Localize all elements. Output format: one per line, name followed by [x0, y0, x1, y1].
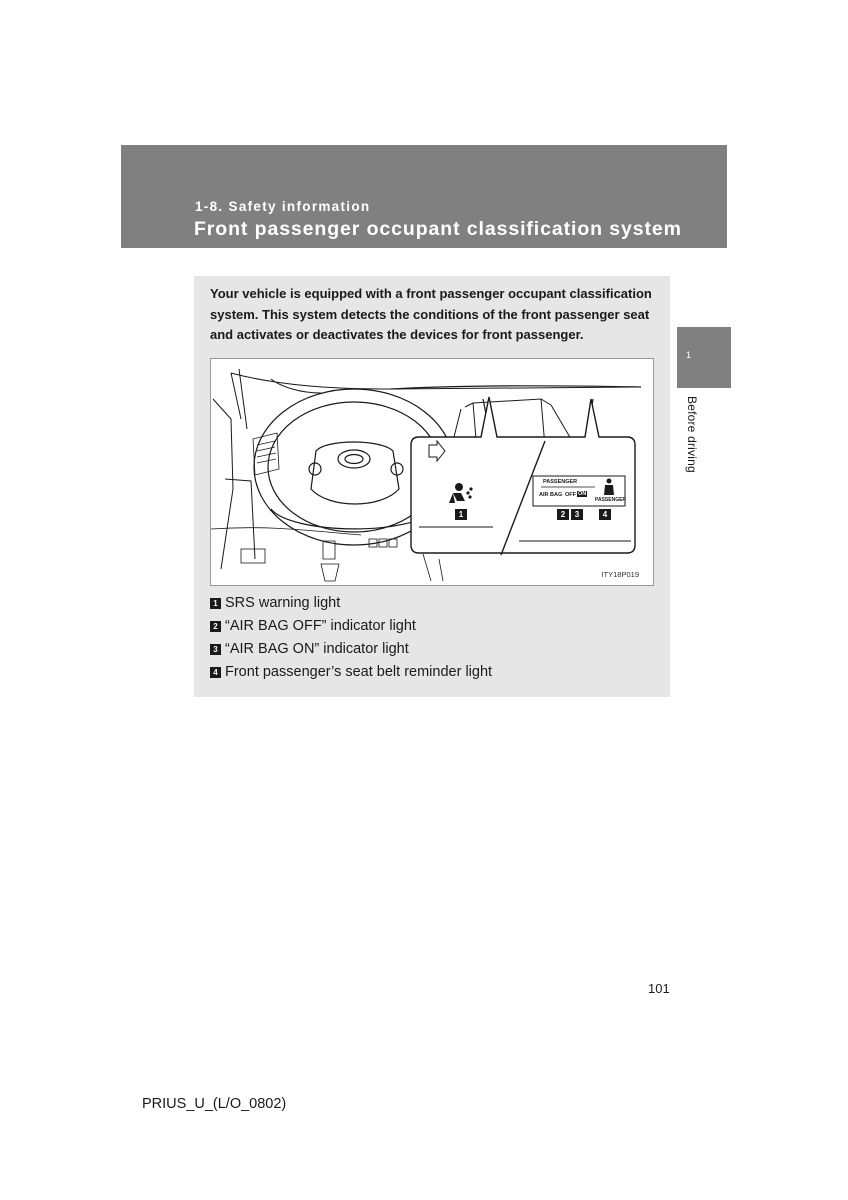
section-header: [121, 145, 727, 248]
panel-airbag-label: AIR BAG: [539, 492, 563, 498]
info-box: [194, 276, 670, 697]
legend-number: 1: [210, 598, 221, 609]
panel-passenger-label: PASSENGER: [543, 479, 578, 485]
callout-4-label: 4: [602, 510, 608, 519]
panel-belt-label: PASSENGER: [595, 497, 627, 503]
chapter-tab[interactable]: [677, 327, 731, 388]
chapter-tab-number: 1: [686, 350, 692, 360]
legend-list: [210, 592, 492, 684]
legend-label: SRS warning light: [225, 595, 341, 611]
figure-code: ITY18P019: [601, 570, 639, 579]
page-title: Front passenger occupant classification system: [194, 218, 682, 240]
callout-1-label: 1: [458, 510, 464, 519]
legend-number: 3: [210, 644, 221, 655]
panel-on-label: ON: [578, 491, 587, 497]
legend-number: 4: [210, 667, 221, 678]
legend-label: Front passenger’s seat belt reminder light: [225, 664, 493, 680]
indicator-inset: [411, 397, 635, 555]
panel-off-label: OFF: [565, 492, 576, 498]
callout-2-label: 2: [560, 510, 566, 519]
legend-item: [210, 615, 492, 638]
chapter-tab-label: Before driving: [685, 396, 699, 473]
intro-text: Your vehicle is equipped with a front passenger occupant classification system. This system detects the conditions of the front passenger seat and activates or deactivates the devices for front passenger.: [210, 286, 652, 342]
dashboard-illustration: [210, 358, 654, 586]
legend-number: 2: [210, 621, 221, 632]
footer-code: PRIUS_U_(L/O_0802): [142, 1096, 287, 1112]
legend-item: [210, 592, 492, 615]
page-number: 101: [648, 981, 670, 996]
callout-3-label: 3: [574, 510, 580, 519]
legend-item: [210, 638, 492, 661]
legend-label: “AIR BAG ON” indicator light: [225, 641, 409, 657]
left-air-vent: [253, 433, 279, 475]
section-label: 1-8. Safety information: [195, 199, 371, 214]
legend-item: [210, 661, 492, 684]
legend-label: “AIR BAG OFF” indicator light: [225, 618, 416, 634]
